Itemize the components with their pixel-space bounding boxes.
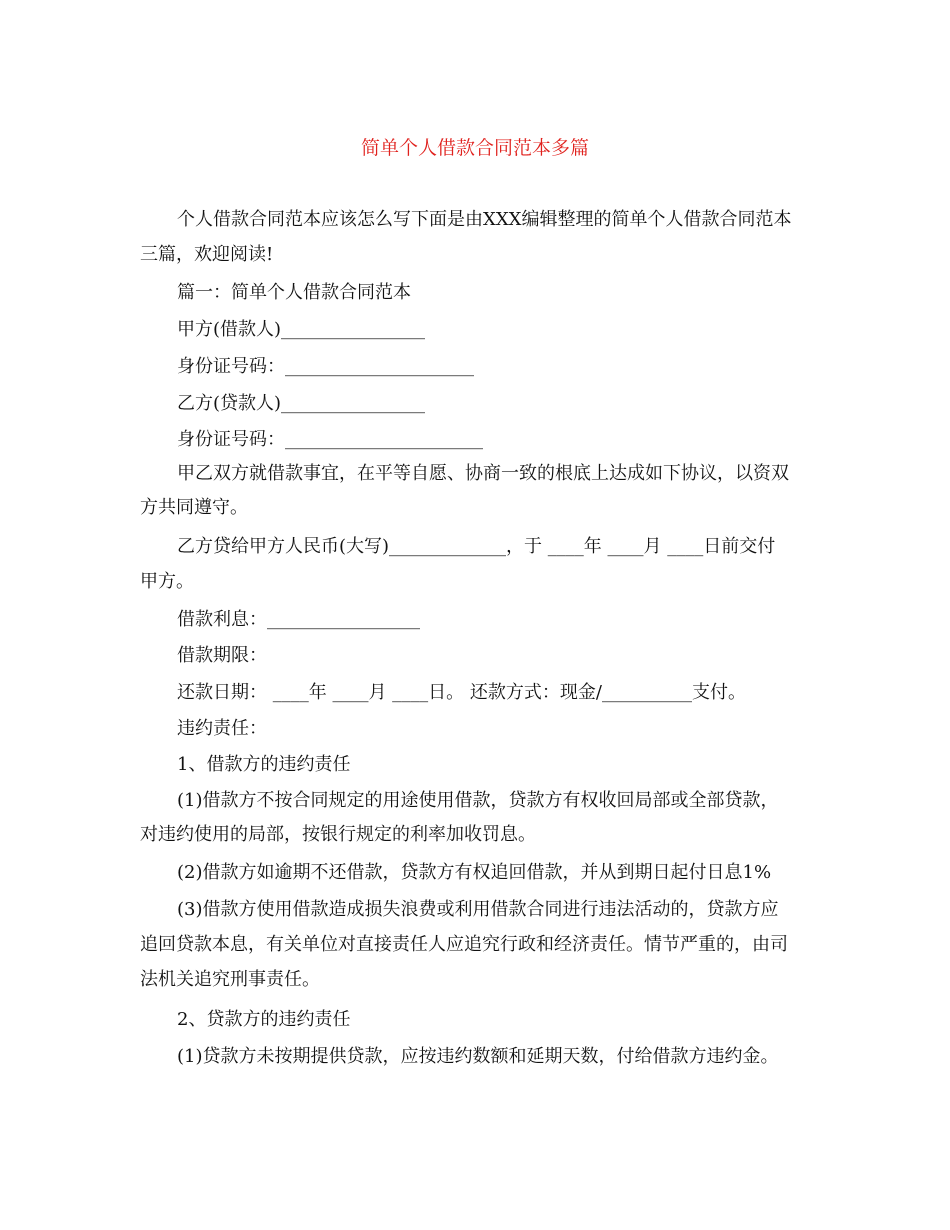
agreement-line-2: 方共同遵守。: [140, 497, 248, 518]
clause-1-3-line-3: 法机关追究刑事责任。: [140, 969, 320, 990]
interest-field: 借款利息：_________________: [177, 609, 420, 630]
party-b-field: 乙方(贷款人)________________: [177, 393, 426, 414]
loan-amount-line-2: 甲方。: [140, 571, 194, 592]
clause-1-1-line-2: 对违约使用的局部，按银行规定的利率加收罚息。: [140, 824, 536, 845]
intro-line-2: 三篇，欢迎阅读!: [140, 244, 274, 265]
repayment-line: 还款日期： ____年 ____月 ____日。 还款方式：现金/__________支付。: [177, 682, 746, 703]
clause-1-1-line-1: (1)借款方不按合同规定的用途使用借款，贷款方有权收回局部或全部贷款，: [177, 790, 779, 811]
clause-1-2: (2)借款方如逾期不还借款，贷款方有权追回借款，并从到期日起付日息1%: [177, 862, 772, 883]
liability-heading: 违约责任：: [177, 718, 267, 739]
agreement-line-1: 甲乙双方就借款事宜，在平等自愿、协商一致的根底上达成如下协议，以资双: [177, 463, 789, 484]
party-a-field: 甲方(借款人)________________: [177, 319, 426, 340]
loan-amount-line-1: 乙方贷给甲方人民币(大写)_____________，于 ____年 ____月 ____日前交付: [177, 536, 776, 557]
clause-1-3-line-2: 追回贷款本息，有关单位对直接责任人应追究行政和经济责任。情节严重的，由司: [140, 934, 788, 955]
party-a-id-field: 身份证号码：_____________________: [177, 356, 474, 377]
clause-1-3-line-1: (3)借款方使用借款造成损失浪费或利用借款合同进行违法活动的，贷款方应: [177, 899, 779, 920]
party-b-id-field: 身份证号码：______________________: [177, 429, 483, 450]
document-title: 简单个人借款合同范本多篇: [360, 137, 589, 159]
term-field: 借款期限：: [177, 645, 267, 666]
intro-line-1: 个人借款合同范本应该怎么写下面是由XXX编辑整理的简单个人借款合同范本: [177, 209, 792, 230]
clause-2-1: (1)贷款方未按期提供贷款，应按违约数额和延期天数，付给借款方违约金。: [177, 1046, 779, 1067]
section-heading: 篇一：简单个人借款合同范本: [177, 282, 411, 303]
borrower-liability-heading: 1、借款方的违约责任: [177, 754, 351, 775]
lender-liability-heading: 2、贷款方的违约责任: [177, 1009, 351, 1030]
